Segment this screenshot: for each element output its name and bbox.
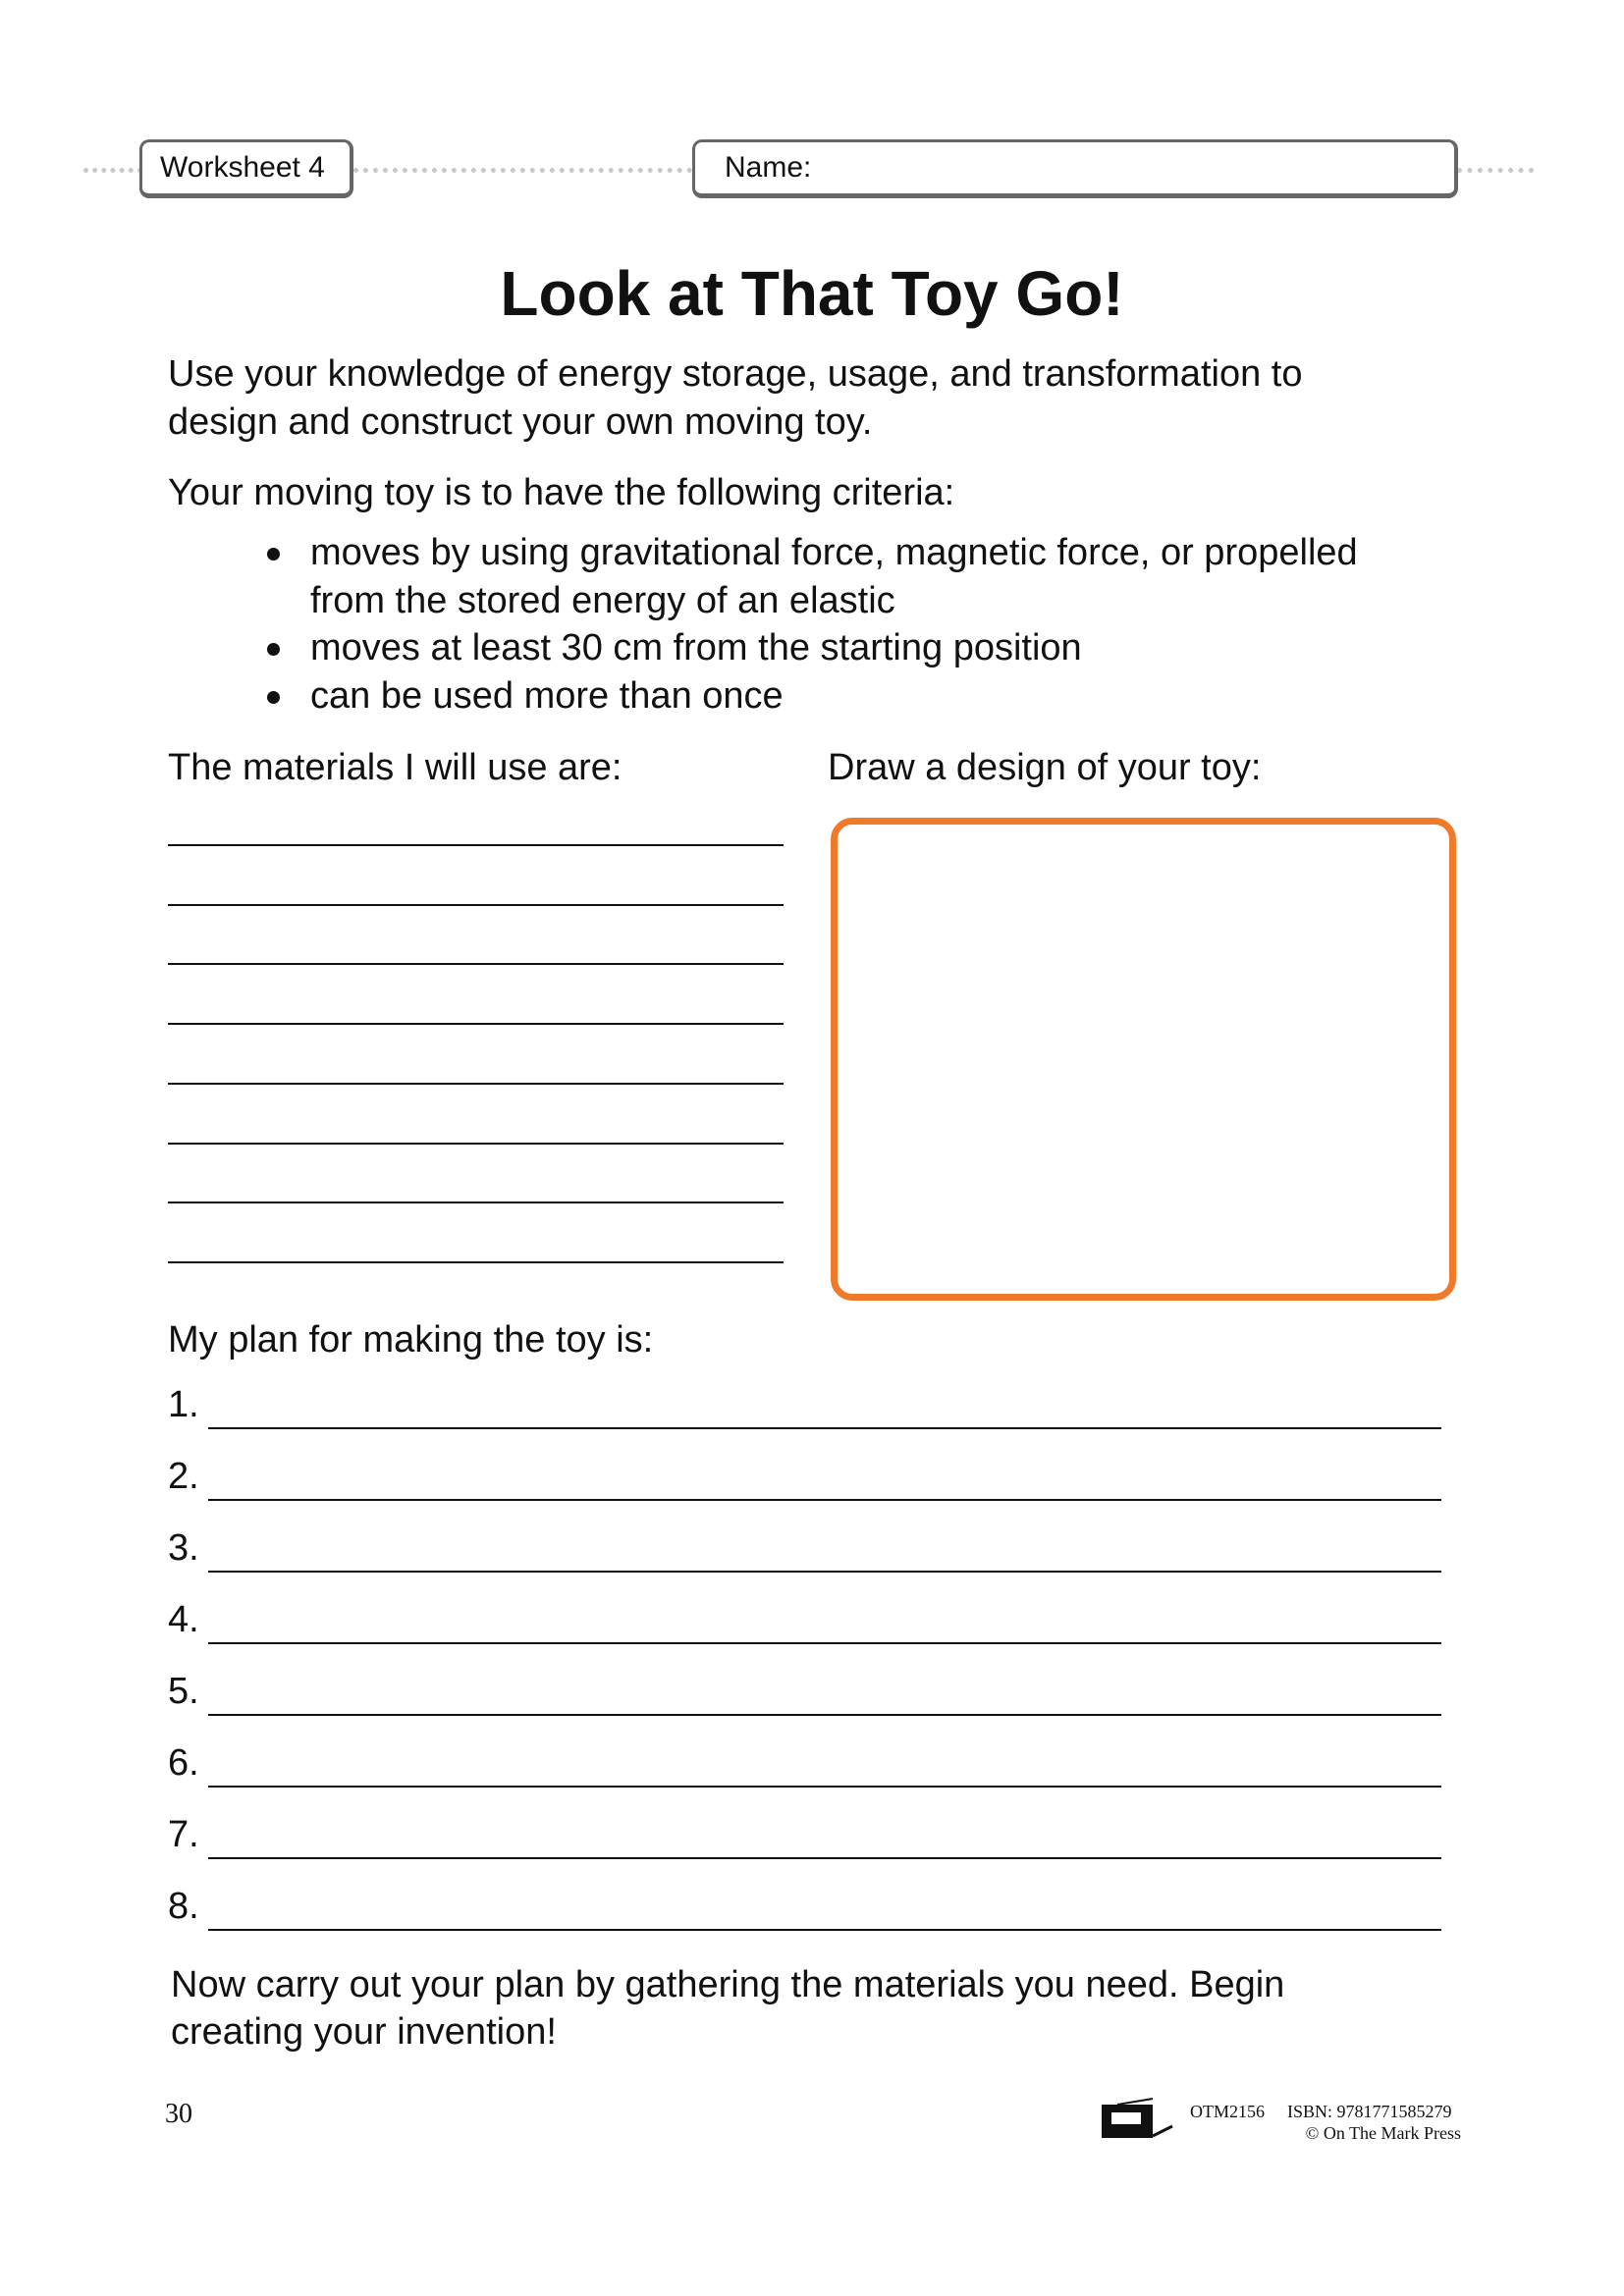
bullet-icon [267, 643, 280, 656]
worksheet-label: Worksheet 4 [160, 151, 325, 184]
isbn: ISBN: 9781771585279 [1287, 2102, 1452, 2121]
dotted-divider [1457, 168, 1534, 173]
criteria-item: from the stored energy of an elastic [310, 580, 895, 621]
copyright: © On The Mark Press [1305, 2123, 1461, 2143]
design-drawing-box[interactable] [831, 818, 1456, 1301]
plan-step-number: 6. [168, 1742, 199, 1784]
plan-step-number: 5. [168, 1671, 199, 1712]
dotted-divider [353, 168, 692, 173]
plan-step-line[interactable] [208, 1499, 1441, 1501]
intro-text: Use your knowledge of energy storage, usage, and transformation to [168, 353, 1303, 395]
plan-step-number: 4. [168, 1599, 199, 1640]
closing-text: creating your invention! [171, 2011, 557, 2053]
plan-step-line[interactable] [208, 1857, 1441, 1859]
closing-text: Now carry out your plan by gathering the materials you need. Begin [171, 1964, 1285, 2005]
plan-step-line[interactable] [208, 1929, 1441, 1931]
dotted-divider [83, 168, 142, 173]
plan-step-line[interactable] [208, 1714, 1441, 1716]
bullet-icon [267, 691, 280, 704]
publisher-logo-icon [1098, 2093, 1180, 2142]
page-number: 30 [165, 2099, 192, 2129]
name-field[interactable] [692, 139, 1458, 198]
materials-answer-line[interactable] [168, 963, 784, 965]
criteria-item: moves at least 30 cm from the starting position [310, 627, 1082, 668]
design-label: Draw a design of your toy: [828, 747, 1262, 788]
page-title: Look at That Toy Go! [500, 258, 1124, 329]
plan-step-number: 7. [168, 1814, 199, 1855]
plan-step-line[interactable] [208, 1427, 1441, 1429]
bullet-icon [267, 548, 280, 561]
criteria-item: moves by using gravitational force, magnetic force, or propelled [310, 532, 1358, 573]
materials-label: The materials I will use are: [168, 747, 623, 788]
worksheet-label-box [139, 139, 353, 198]
materials-answer-line[interactable] [168, 1083, 784, 1085]
materials-answer-line[interactable] [168, 1023, 784, 1025]
product-code: OTM2156 [1190, 2102, 1265, 2121]
plan-step-number: 1. [168, 1384, 199, 1425]
intro-text: design and construct your own moving toy. [168, 401, 873, 443]
name-label: Name: [725, 151, 812, 184]
criteria-intro: Your moving toy is to have the following criteria: [168, 472, 955, 513]
plan-step-line[interactable] [208, 1571, 1441, 1573]
plan-step-number: 2. [168, 1456, 199, 1497]
materials-answer-line[interactable] [168, 1201, 784, 1203]
materials-answer-line[interactable] [168, 1143, 784, 1145]
materials-answer-line[interactable] [168, 844, 784, 846]
plan-step-line[interactable] [208, 1786, 1441, 1788]
plan-label: My plan for making the toy is: [168, 1319, 654, 1361]
plan-step-line[interactable] [208, 1642, 1441, 1644]
materials-answer-line[interactable] [168, 904, 784, 906]
materials-answer-line[interactable] [168, 1261, 784, 1263]
plan-step-number: 3. [168, 1527, 199, 1569]
criteria-item: can be used more than once [310, 675, 784, 717]
plan-step-number: 8. [168, 1886, 199, 1927]
